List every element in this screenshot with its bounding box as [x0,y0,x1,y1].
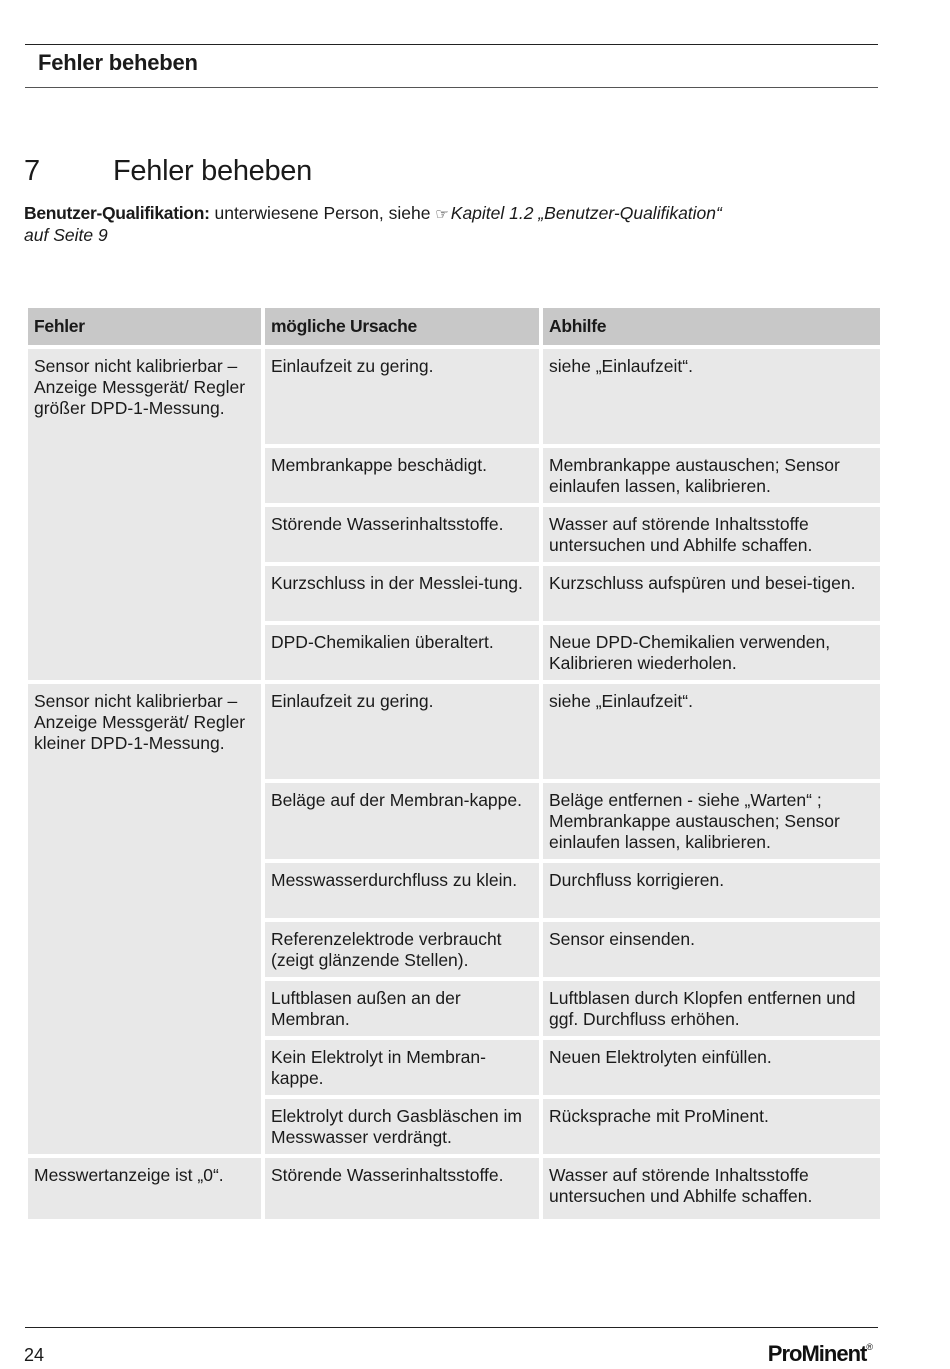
cause-cell: Einlaufzeit zu gering. [265,684,539,779]
error-cell: Sensor nicht kalibrierbar – Anzeige Messgerät/ Regler kleiner DPD-1-Messung. [28,684,261,1154]
hand-pointer-icon: ☞ [435,206,449,223]
remedy-cell: Membrankappe austauschen; Sensor einlaufen lassen, kalibrieren. [543,448,880,503]
running-header-title: Fehler beheben [38,50,198,75]
remedy-cell: Wasser auf störende Inhaltsstoffe untersuchen und Abhilfe schaffen. [543,507,880,562]
remedy-cell: Durchfluss korrigieren. [543,863,880,918]
troubleshooting-table [24,304,884,1223]
remedy-cell: Rücksprache mit ProMinent. [543,1099,880,1154]
remedy-cell: Neuen Elektrolyten einfüllen. [543,1040,880,1095]
remedy-cell: Beläge entfernen - siehe „Warten“ ; Membrankappe austauschen; Sensor einlaufen lassen, kalibrieren. [543,783,880,859]
cause-cell: Luftblasen außen an der Membran. [265,981,539,1036]
remedy-cell: siehe „Einlaufzeit“. [543,349,880,444]
cause-cell: Referenzelektrode verbraucht (zeigt glänzende Stellen). [265,922,539,977]
error-cell: Sensor nicht kalibrierbar – Anzeige Messgerät/ Regler größer DPD-1-Messung. [28,349,261,680]
remedy-cell: Neue DPD-Chemikalien verwenden, Kalibrieren wiederholen. [543,625,880,680]
logo-text: ProMinent [767,1341,867,1366]
footer-rule [25,1327,878,1328]
table-row [28,349,880,444]
user-qualification [24,203,824,246]
cause-cell: DPD-Chemikalien überaltert. [265,625,539,680]
remedy-cell: siehe „Einlaufzeit“. [543,684,880,779]
table-header-row [28,308,880,345]
column-header-abhilfe: Abhilfe [543,308,880,345]
remedy-cell: Sensor einsenden. [543,922,880,977]
page-number: 24 [24,1345,45,1365]
cause-cell: Einlaufzeit zu gering. [265,349,539,444]
prominent-logo [768,1341,872,1367]
remedy-cell: Luftblasen durch Klopfen entfernen und ggf. Durchfluss erhöhen. [543,981,880,1036]
cause-cell: Beläge auf der Membran-kappe. [265,783,539,859]
remedy-cell: Kurzschluss aufspüren und besei-tigen. [543,566,880,621]
cause-cell: Elektrolyt durch Gasbläschen im Messwasser verdrängt. [265,1099,539,1154]
cause-cell: Kein Elektrolyt in Membran-kappe. [265,1040,539,1095]
column-header-ursache: mögliche Ursache [265,308,539,345]
qualification-label: Benutzer-Qualifikation: [24,203,210,223]
reference-page: auf Seite 9 [24,225,108,245]
cause-cell: Membrankappe beschädigt. [265,448,539,503]
cause-cell: Störende Wasserinhaltsstoffe. [265,1158,539,1219]
table-row [28,684,880,779]
reference-text: Kapitel 1.2 „Benutzer-Qualifikation“ [450,203,722,223]
chapter-number: 7 [24,155,41,187]
chapter-title: Fehler beheben [113,155,312,187]
cause-cell: Störende Wasserinhaltsstoffe. [265,507,539,562]
column-header-fehler: Fehler [28,308,261,345]
cause-cell: Kurzschluss in der Messlei-tung. [265,566,539,621]
remedy-cell: Wasser auf störende Inhaltsstoffe untersuchen und Abhilfe schaffen. [543,1158,880,1219]
cause-cell: Messwasserdurchfluss zu klein. [265,863,539,918]
qualification-text: unterwiesene Person, siehe [214,203,431,223]
registered-mark: ® [866,1342,872,1352]
header-rule-bottom [25,87,878,88]
table-row [28,1158,880,1219]
error-cell: Messwertanzeige ist „0“. [28,1158,261,1219]
header-rule-top [25,44,878,45]
